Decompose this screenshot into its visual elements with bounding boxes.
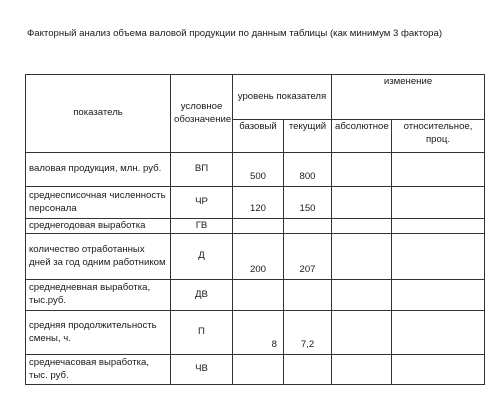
row-current: 7,2 [284, 311, 332, 355]
row-base: 8 [233, 311, 284, 355]
row-symbol: ВП [171, 153, 233, 187]
table-row [26, 153, 485, 187]
header-row-1 [26, 75, 485, 120]
row-indicator: среднечасовая выработка, тыс. руб. [26, 355, 171, 385]
header-symbol: условное обозначение [171, 75, 233, 153]
row-indicator: среднесписочная численность персонала [26, 187, 171, 219]
header-current: текущий [284, 120, 332, 153]
row-symbol: ЧВ [171, 355, 233, 385]
row-relative [392, 187, 485, 219]
row-indicator: среднедневная выработка, тыс.руб. [26, 280, 171, 311]
row-base: 120 [233, 187, 284, 219]
row-relative [392, 311, 485, 355]
row-current: 800 [284, 153, 332, 187]
row-symbol: П [171, 311, 233, 355]
row-relative [392, 280, 485, 311]
row-relative [392, 219, 485, 234]
row-symbol: ДВ [171, 280, 233, 311]
header-level-group: уровень показателя [233, 75, 332, 120]
row-base [233, 219, 284, 234]
row-symbol: ЧР [171, 187, 233, 219]
page-title: Факторный анализ объема валовой продукции по данным таблицы (как минимум 3 фактора) [27, 28, 443, 39]
table-row [26, 187, 485, 219]
row-base [233, 280, 284, 311]
row-indicator: валовая продукция, млн. руб. [26, 153, 171, 187]
table-row [26, 219, 485, 234]
table-row [26, 311, 485, 355]
row-absolute [332, 280, 392, 311]
row-absolute [332, 355, 392, 385]
row-indicator: количество отработанных дней за год одним работником [26, 234, 171, 280]
row-absolute [332, 219, 392, 234]
header-indicator: показатель [26, 75, 171, 153]
row-absolute [332, 311, 392, 355]
table-row [26, 280, 485, 311]
table-row [26, 234, 485, 280]
row-symbol: ГВ [171, 219, 233, 234]
row-absolute [332, 234, 392, 280]
row-current [284, 280, 332, 311]
header-change-group: изменение [332, 75, 485, 120]
row-indicator: среднегодовая выработка [26, 219, 171, 234]
row-relative [392, 153, 485, 187]
row-indicator: средняя продолжительность смены, ч. [26, 311, 171, 355]
header-relative: относительное, проц. [392, 120, 485, 153]
row-current [284, 219, 332, 234]
row-base: 200 [233, 234, 284, 280]
table-row [26, 355, 485, 385]
row-base [233, 355, 284, 385]
header-base: базовый [233, 120, 284, 153]
row-absolute [332, 153, 392, 187]
row-relative [392, 234, 485, 280]
row-symbol: Д [171, 234, 233, 280]
row-current: 207 [284, 234, 332, 280]
row-absolute [332, 187, 392, 219]
row-current: 150 [284, 187, 332, 219]
row-relative [392, 355, 485, 385]
row-current [284, 355, 332, 385]
row-base: 500 [233, 153, 284, 187]
header-absolute: абсолютное [332, 120, 392, 153]
analysis-table [25, 74, 485, 385]
